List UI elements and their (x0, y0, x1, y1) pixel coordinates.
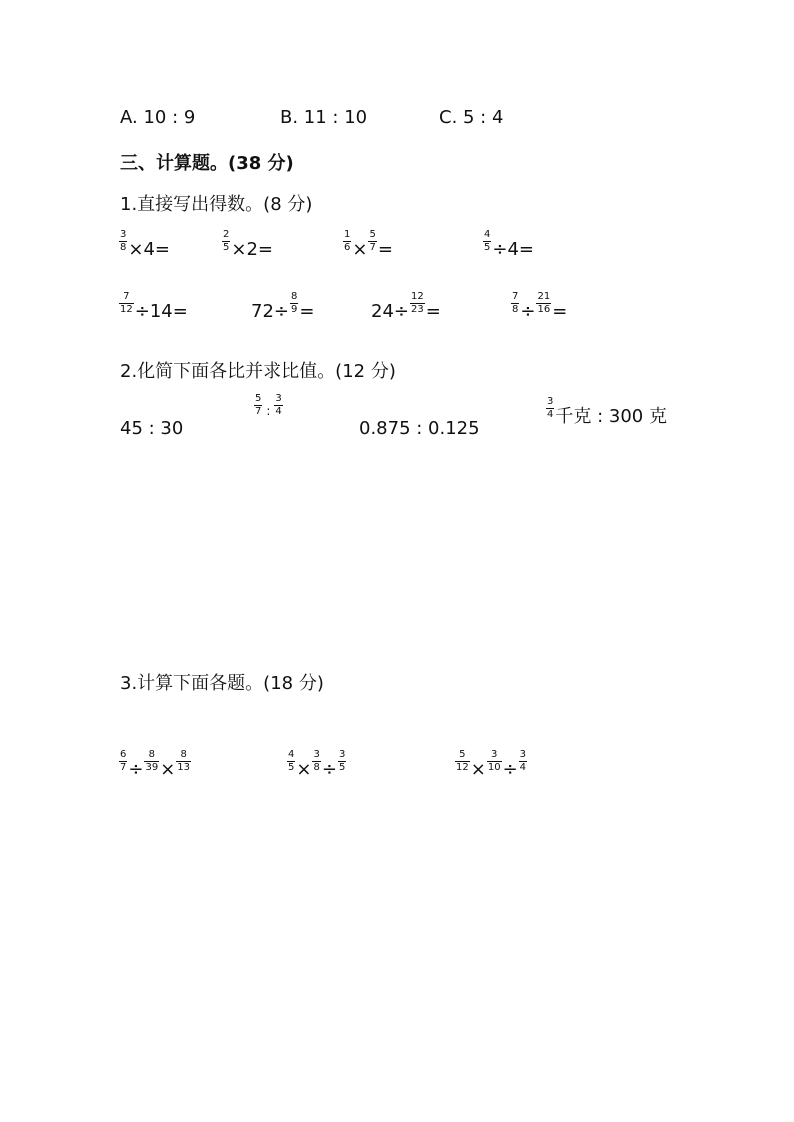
denominator: 5 (288, 762, 295, 773)
denominator: 5 (484, 242, 491, 253)
fraction (487, 750, 502, 773)
fraction (343, 230, 351, 253)
expr-tail: = (552, 301, 568, 322)
denominator: 13 (177, 762, 191, 773)
expr-tail: = (377, 239, 393, 260)
denominator: 12 (456, 762, 469, 773)
fraction (119, 230, 127, 253)
expr-head: 24÷ (371, 301, 409, 322)
q1-expr-4 (482, 229, 534, 260)
numerator: 3 (313, 749, 320, 760)
numerator: 7 (123, 291, 130, 302)
q1-expr-3 (342, 229, 393, 260)
expr-tail: ×4= (128, 239, 170, 260)
denominator: 7 (255, 406, 262, 417)
expr-tail: ×2= (231, 239, 273, 260)
choice-c: C. 5 : 4 (439, 107, 504, 128)
operator: × (352, 239, 368, 260)
numerator: 3 (120, 229, 127, 240)
fraction (254, 394, 262, 417)
q3-expr-3 (454, 749, 528, 780)
q1-title: 1.直接写出得数。(8 分) (120, 194, 313, 215)
fraction (519, 750, 527, 773)
numerator: 3 (338, 749, 346, 760)
denominator: 5 (338, 762, 346, 773)
denominator: 23 (411, 304, 424, 315)
operator: × (160, 759, 176, 780)
denominator: 9 (291, 304, 298, 315)
denominator: 39 (145, 762, 159, 773)
numerator: 8 (291, 291, 298, 302)
q3-expr-1 (118, 749, 192, 780)
section-title: 三、计算题。(38 分) (120, 153, 294, 174)
q1-expr-7 (371, 291, 441, 322)
operator: : (266, 404, 271, 418)
q2-expr-1: 45 : 30 (120, 418, 184, 439)
numerator: 3 (519, 749, 527, 760)
operator: ÷ (520, 301, 536, 322)
q1-expr-5 (118, 291, 188, 322)
numerator: 5 (369, 229, 376, 240)
operator: ÷ (502, 759, 518, 780)
fraction (536, 292, 551, 315)
denominator: 4 (519, 762, 527, 773)
numerator: 1 (344, 229, 351, 240)
fraction (222, 230, 230, 253)
operator: × (296, 759, 312, 780)
denominator: 8 (313, 762, 320, 773)
q1-expr-1 (118, 229, 170, 260)
fraction (119, 750, 127, 773)
numerator: 6 (120, 749, 127, 760)
q2-title: 2.化简下面各比并求比值。(12 分) (120, 361, 396, 382)
fraction (312, 750, 320, 773)
fraction (287, 750, 295, 773)
q1-expr-8 (510, 291, 568, 322)
fraction (410, 292, 425, 315)
q2-expr-3: 0.875 : 0.125 (359, 418, 480, 439)
denominator: 16 (537, 304, 551, 315)
numerator: 3 (275, 393, 282, 404)
expr-tail: = (425, 301, 441, 322)
operator: ÷ (128, 759, 144, 780)
numerator: 8 (180, 749, 187, 760)
expr-tail: = (299, 301, 315, 322)
numerator: 7 (512, 291, 519, 302)
q3-expr-2 (286, 749, 347, 780)
fraction (338, 750, 346, 773)
numerator: 12 (411, 291, 424, 302)
denominator: 4 (547, 409, 554, 420)
expr-tail: ÷14= (134, 301, 188, 322)
fraction (176, 750, 191, 773)
numerator: 5 (459, 749, 466, 760)
fraction (144, 750, 159, 773)
choice-b: B. 11 : 10 (280, 107, 368, 128)
expr-tail: ÷4= (492, 239, 534, 260)
denominator: 12 (120, 304, 133, 315)
fraction (546, 397, 554, 420)
choice-a: A. 10 : 9 (120, 107, 196, 128)
denominator: 7 (369, 242, 376, 253)
numerator: 4 (484, 229, 491, 240)
fraction (274, 394, 282, 417)
numerator: 8 (148, 749, 156, 760)
fraction (483, 230, 491, 253)
denominator: 7 (120, 762, 127, 773)
denominator: 6 (344, 242, 351, 253)
numerator: 4 (288, 749, 295, 760)
denominator: 4 (275, 406, 282, 417)
expr-tail: 千克 : 300 克 (555, 406, 667, 427)
q2-expr-2 (253, 393, 284, 423)
q1-expr-2 (221, 229, 273, 260)
numerator: 2 (223, 229, 230, 240)
denominator: 8 (120, 242, 127, 253)
fraction (290, 292, 298, 315)
operator: × (470, 759, 486, 780)
fraction (511, 292, 519, 315)
fraction (119, 292, 134, 315)
q2-expr-4 (545, 396, 667, 427)
numerator: 3 (491, 749, 498, 760)
denominator: 8 (512, 304, 519, 315)
q1-expr-6 (251, 291, 315, 322)
numerator: 5 (255, 393, 262, 404)
q3-title: 3.计算下面各题。(18 分) (120, 673, 324, 694)
numerator: 21 (537, 291, 551, 302)
denominator: 5 (223, 242, 230, 253)
numerator: 3 (547, 396, 554, 407)
expr-head: 72÷ (251, 301, 289, 322)
operator: ÷ (321, 759, 337, 780)
fraction (455, 750, 470, 773)
fraction (368, 230, 376, 253)
denominator: 10 (487, 762, 501, 773)
